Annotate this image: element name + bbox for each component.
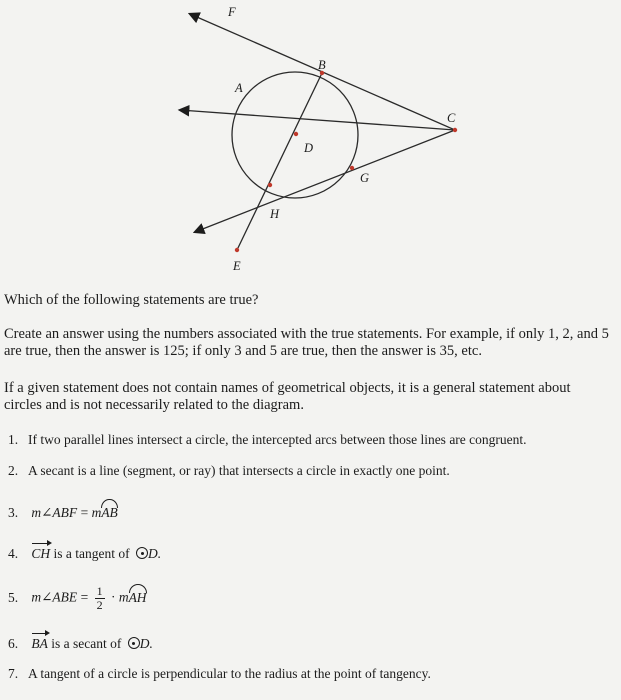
measure-m: m	[118, 589, 129, 605]
statement-text: If two parallel lines intersect a circle, the intercepted arcs between those lines are congruent.	[28, 432, 527, 447]
fraction-numerator: 1	[96, 584, 103, 598]
instruction-paragraph-1: Create an answer using the numbers associated with the true statements. For example, if only 1, 2, and 5 are true, then the answer is 125; if only 3 and 5 are true, then the answer is 35, etc.	[4, 326, 609, 359]
statement-2	[8, 463, 608, 479]
angle-abe: m∠ABE	[31, 589, 78, 605]
statement-5	[8, 585, 147, 612]
multiply-dot: ·	[110, 589, 116, 605]
statement-number: 7.	[8, 666, 19, 681]
label-a: A	[235, 81, 243, 95]
label-g: G	[360, 171, 370, 185]
ray-cg	[195, 130, 455, 232]
statement-text: A tangent of a circle is perpendicular to the radius at the point of tangency.	[28, 666, 431, 681]
circle-dot-icon	[128, 637, 140, 649]
point-c	[453, 128, 457, 132]
point-d	[294, 132, 298, 136]
fraction-denominator: 2	[96, 598, 103, 612]
fraction-one-half	[95, 585, 105, 612]
ray-ch: CH	[31, 546, 51, 561]
statement-text: is a secant of	[51, 636, 122, 651]
label-f: F	[228, 5, 236, 19]
instruction-paragraph-2: If a given statement does not contain names of geometrical objects, it is a general statement about circles and is not necessarily related to the diagram.	[4, 380, 571, 413]
point-e	[235, 248, 239, 252]
label-e: E	[233, 259, 241, 273]
arc-ab: AB	[101, 505, 118, 520]
measure-m: m	[91, 505, 102, 520]
arc-ah: AH	[128, 589, 147, 605]
statement-number: 5.	[8, 589, 19, 605]
statement-number: 1.	[8, 432, 19, 447]
statement-7	[8, 666, 608, 682]
question-text: Which of the following statements are true?	[4, 292, 259, 308]
label-b: B	[318, 58, 326, 72]
label-h: H	[270, 207, 280, 221]
secant-be	[237, 73, 322, 250]
statement-number: 2.	[8, 463, 19, 478]
statement-number: 4.	[8, 546, 19, 561]
statement-number: 6.	[8, 636, 19, 651]
statement-number: 3.	[8, 505, 19, 520]
ray-ca	[180, 110, 455, 130]
equals-sign: =	[80, 505, 89, 520]
label-d: D	[304, 141, 314, 155]
equals-sign: =	[80, 589, 89, 605]
circle-dot-icon	[136, 547, 148, 559]
geometry-diagram	[0, 0, 621, 290]
statement-1	[8, 432, 608, 448]
circle-name: D.	[148, 546, 162, 561]
statement-6	[8, 636, 153, 652]
circle-name: D.	[139, 636, 153, 651]
point-g	[350, 166, 354, 170]
point-h	[268, 183, 272, 187]
label-c: C	[447, 111, 456, 125]
statement-3	[8, 505, 118, 521]
ray-ba: BA	[31, 636, 48, 651]
statement-text: A secant is a line (segment, or ray) that intersects a circle in exactly one point.	[28, 463, 450, 478]
statement-text: is a tangent of	[53, 546, 130, 561]
angle-abf: m∠ABF	[31, 505, 78, 520]
statement-4	[8, 546, 161, 562]
